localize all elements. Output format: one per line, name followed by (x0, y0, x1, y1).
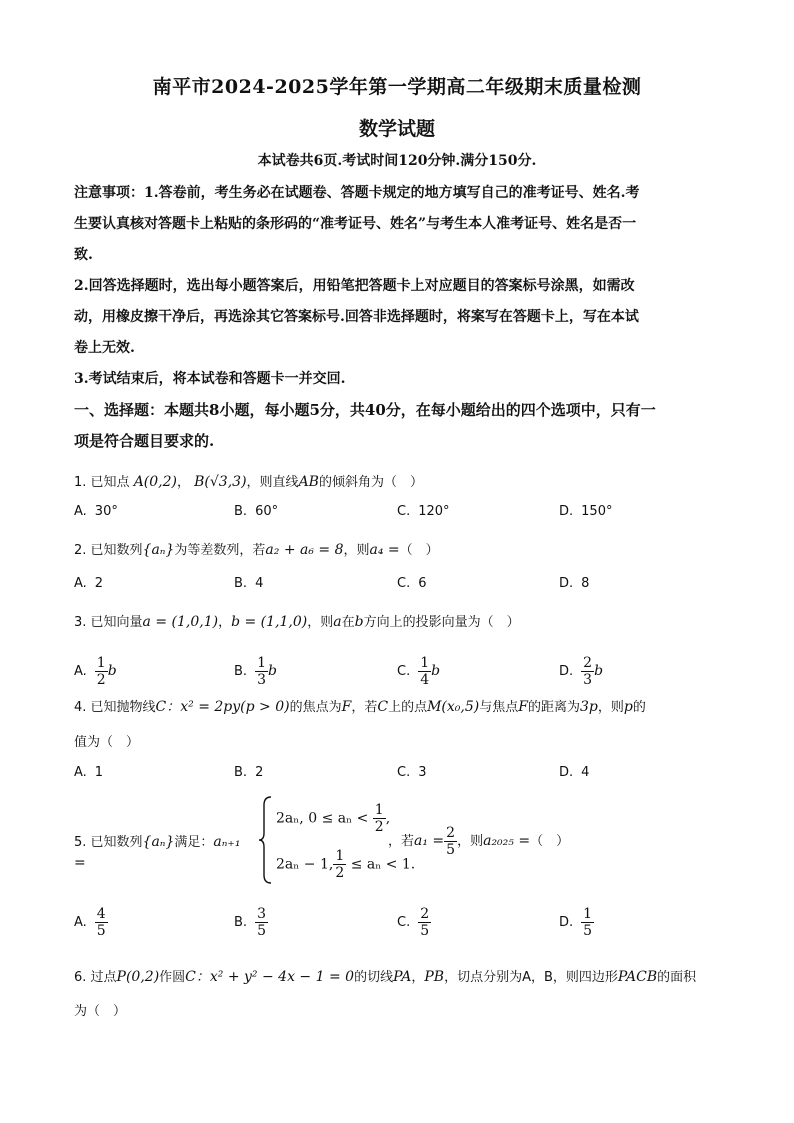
denominator: 2 (96, 672, 106, 688)
math-point: P(0,2) (116, 969, 160, 985)
option-text: 8 (581, 576, 590, 591)
question-text: 的倾斜角为（ ） (318, 475, 423, 490)
option-a (74, 655, 117, 688)
question-text: ，则 (307, 615, 334, 630)
math-symbol: F (518, 699, 528, 715)
numerator: 1 (583, 906, 593, 922)
question-text: ，则 (343, 543, 370, 558)
option-text: 3 (418, 765, 427, 780)
note-line: 卷上无效. (74, 340, 135, 356)
option-label: A. (74, 576, 87, 591)
option-label: C. (397, 664, 411, 679)
question-text: 的焦点为 (289, 700, 342, 715)
question-1: 1. 已知点 A(0,2)， B(√3,3)，则直线AB的倾斜角为（ ） (74, 474, 423, 490)
option-b (234, 504, 278, 519)
numerator: 2 (583, 655, 593, 671)
question-3: 3. 已知向量a = (1,0,1)，b = (1,1,0)，则a在b方向上的投影向量为（ ） (74, 614, 520, 630)
question-text: 的距离为 (527, 700, 580, 715)
question-text: ，若 (351, 700, 378, 715)
math-curve: C：x² = 2py(p > 0) (155, 699, 290, 715)
option-label: C. (397, 915, 411, 930)
math-vector: a (333, 614, 342, 630)
option-b (234, 906, 268, 939)
fraction (255, 906, 268, 939)
question-text: 在 (341, 615, 355, 630)
question-text: 满足： (174, 835, 214, 850)
fraction (95, 655, 108, 688)
question-text: ，切点分别为A，B，则四边形 (444, 970, 618, 985)
numerator: 1 (374, 802, 384, 818)
case-text: , (385, 810, 391, 827)
note-line: 2.回答选择题时，选出每小题答案后，用铅笔把答题卡上对应题目的答案标号涂黑，如需改 (74, 278, 635, 294)
question-text: 5. 已知数列 (74, 835, 143, 850)
question-4-cont: 值为（ ） (74, 735, 140, 750)
question-6-cont: 为（ ） (74, 1004, 127, 1019)
math-point: B(√3,3) (194, 474, 247, 490)
fraction (418, 906, 431, 939)
question-5-tail (388, 824, 728, 859)
option-text: 6 (418, 576, 427, 591)
denominator: 4 (420, 672, 430, 688)
math-point: M(x₀,5) (427, 699, 480, 715)
option-d (559, 504, 612, 519)
option-a (74, 504, 118, 519)
math-lhs: aₙ₊₁ = (74, 834, 241, 871)
question-4 (74, 697, 724, 718)
exam-subtitle: 数学试题 (358, 118, 435, 140)
numerator: 2 (420, 906, 430, 922)
option-label: D. (559, 664, 574, 679)
section-heading-cont: 项是符合题目要求的. (74, 432, 215, 450)
fraction (333, 848, 346, 881)
math-line: PA (393, 969, 412, 985)
question-text: 3. 已知向量 (74, 615, 143, 630)
denominator: 5 (420, 923, 430, 939)
question-text: 的切线 (354, 970, 394, 985)
question-text: 1. 已知点 (74, 475, 130, 490)
option-b (234, 765, 263, 780)
denominator: 5 (96, 923, 106, 939)
question-text: 6. 过点 (74, 970, 117, 985)
option-text: 60° (255, 504, 279, 519)
option-label: B. (234, 664, 248, 679)
fraction (581, 655, 594, 688)
section-heading: 一、选择题：本题共8小题，每小题5分，共40分，在每小题给出的四个选项中，只有一 (74, 401, 656, 419)
math-circle: C：x² + y² − 4x − 1 = 0 (185, 969, 355, 985)
denominator: 5 (583, 923, 593, 939)
question-2 (74, 540, 724, 561)
numerator: 1 (420, 655, 430, 671)
options-q2 (74, 576, 734, 600)
fraction (373, 802, 386, 835)
fraction (95, 906, 108, 939)
math-vector: a = (1,0,1) (142, 614, 219, 630)
option-d (559, 906, 594, 939)
option-text: 4 (581, 765, 590, 780)
question-text: 作圆 (159, 970, 186, 985)
option-text: 2 (255, 765, 264, 780)
option-a (74, 576, 103, 591)
denominator: 2 (374, 819, 384, 835)
case-text: 2aₙ, 0 ≤ aₙ < (276, 810, 369, 827)
question-text: 为等差数列，若 (174, 543, 266, 558)
math-seq: {aₙ} (142, 542, 175, 558)
option-label: A. (74, 915, 87, 930)
question-text: ，则 (457, 834, 484, 849)
option-b (234, 576, 263, 591)
question-text: （ ） (399, 543, 439, 558)
question-text: （ ） (530, 834, 570, 849)
option-d (559, 576, 589, 591)
option-text: 150° (581, 504, 613, 519)
fraction (444, 825, 457, 858)
left-brace-icon (258, 795, 274, 885)
fraction (418, 655, 431, 688)
math-symbol: p (623, 699, 633, 715)
option-label: C. (397, 765, 411, 780)
option-label: D. (559, 576, 574, 591)
math-seq: {aₙ} (142, 834, 175, 850)
question-text: ，则直线 (246, 475, 299, 490)
note-line: 注意事项：1.答卷前，考生务必在试题卷、答题卡规定的地方填写自己的准考证号、姓名.考 (74, 185, 640, 201)
option-text: 1 (94, 765, 104, 780)
option-label: C. (397, 504, 411, 519)
option-label: B. (234, 576, 248, 591)
denominator: 3 (257, 672, 266, 688)
math-vector: b (431, 663, 441, 679)
fraction (581, 906, 594, 939)
math-distance: 3p (579, 699, 598, 715)
option-a (74, 765, 103, 780)
case-text: ≤ aₙ < 1. (350, 856, 416, 873)
option-label: B. (234, 915, 248, 930)
question-text: 的 (632, 700, 646, 715)
option-label: B. (234, 765, 248, 780)
exam-title: 南平市2024-2025学年第一学期高二年级期末质量检测 (152, 76, 642, 98)
exam-meta: 本试卷共6页.考试时间120分钟.满分150分. (257, 153, 537, 169)
option-text: 2 (94, 576, 104, 591)
option-label: C. (397, 576, 411, 591)
denominator: 3 (583, 672, 593, 688)
math-vector: b = (1,1,0) (231, 614, 308, 630)
math-condition: a₂ + a₆ = 8 (265, 542, 344, 558)
question-text: ，则 (597, 700, 624, 715)
option-c (397, 765, 427, 780)
option-label: D. (559, 765, 574, 780)
options-q5 (74, 906, 734, 946)
option-d (559, 765, 589, 780)
math-vector: b (107, 663, 117, 679)
option-label: D. (559, 504, 574, 519)
option-c (397, 906, 431, 939)
numerator: 1 (96, 655, 106, 671)
denominator: 5 (446, 842, 456, 858)
note-line: 3.考试结束后，将本试卷和答题卡一并交回. (74, 371, 346, 387)
question-text: 2. 已知数列 (74, 543, 143, 558)
option-c (397, 655, 440, 688)
math-symbol: C (377, 699, 389, 715)
denominator: 5 (257, 923, 266, 939)
question-text: 的面积 (657, 970, 697, 985)
note-line: 生要认真核对答题卡上粘贴的条形码的“准考证号、姓名”与考生本人准考证号、姓名是否一 (74, 216, 637, 232)
math-quad: PACB (617, 969, 658, 985)
options-q3 (74, 647, 734, 687)
math-point: A(0,2) (133, 474, 177, 490)
option-label: B. (234, 504, 248, 519)
option-a (74, 906, 108, 939)
option-d (559, 655, 603, 688)
numerator: 4 (96, 906, 106, 922)
piecewise-case-1 (276, 802, 390, 835)
math-vector: b (354, 614, 364, 630)
numerator: 1 (335, 848, 345, 864)
note-line: 致. (74, 247, 93, 263)
option-c (397, 576, 427, 591)
option-b (234, 655, 277, 688)
math-line: PB (424, 969, 445, 985)
question-5-lead (74, 832, 254, 874)
math-target: a₄ = (369, 542, 400, 558)
numerator: 2 (446, 825, 456, 841)
math-symbol: F (341, 699, 352, 715)
math-line: AB (298, 474, 319, 490)
option-label: D. (559, 915, 574, 930)
question-text: ，若 (388, 834, 415, 849)
numerator: 3 (257, 906, 266, 922)
question-text: ， (411, 970, 425, 985)
case-text: 2aₙ − 1, (276, 856, 334, 873)
option-text: 120° (418, 504, 450, 519)
math-target: a₂₀₂₅ = (483, 833, 531, 849)
option-text: 30° (94, 504, 118, 519)
denominator: 2 (335, 865, 345, 881)
option-label: A. (74, 664, 87, 679)
option-label: A. (74, 765, 87, 780)
question-text: 方向上的投影向量为（ ） (363, 615, 520, 630)
fraction (255, 655, 268, 688)
math-vector: b (594, 663, 604, 679)
option-text: 4 (255, 576, 264, 591)
note-line: 动，用橡皮擦干净后，再选涂其它答案标号.回答非选择题时，将案写在答题卡上，写在本试 (74, 309, 639, 325)
math-init: a₁ = (414, 833, 445, 849)
math-vector: b (267, 663, 277, 679)
option-label: A. (74, 504, 87, 519)
question-text: 上的点 (388, 700, 428, 715)
question-text: 4. 已知抛物线 (74, 700, 156, 715)
question-6 (74, 967, 724, 988)
options-q1 (74, 504, 734, 528)
option-c (397, 504, 450, 519)
question-text: 与焦点 (479, 700, 519, 715)
numerator: 1 (257, 655, 266, 671)
options-q4 (74, 765, 734, 789)
